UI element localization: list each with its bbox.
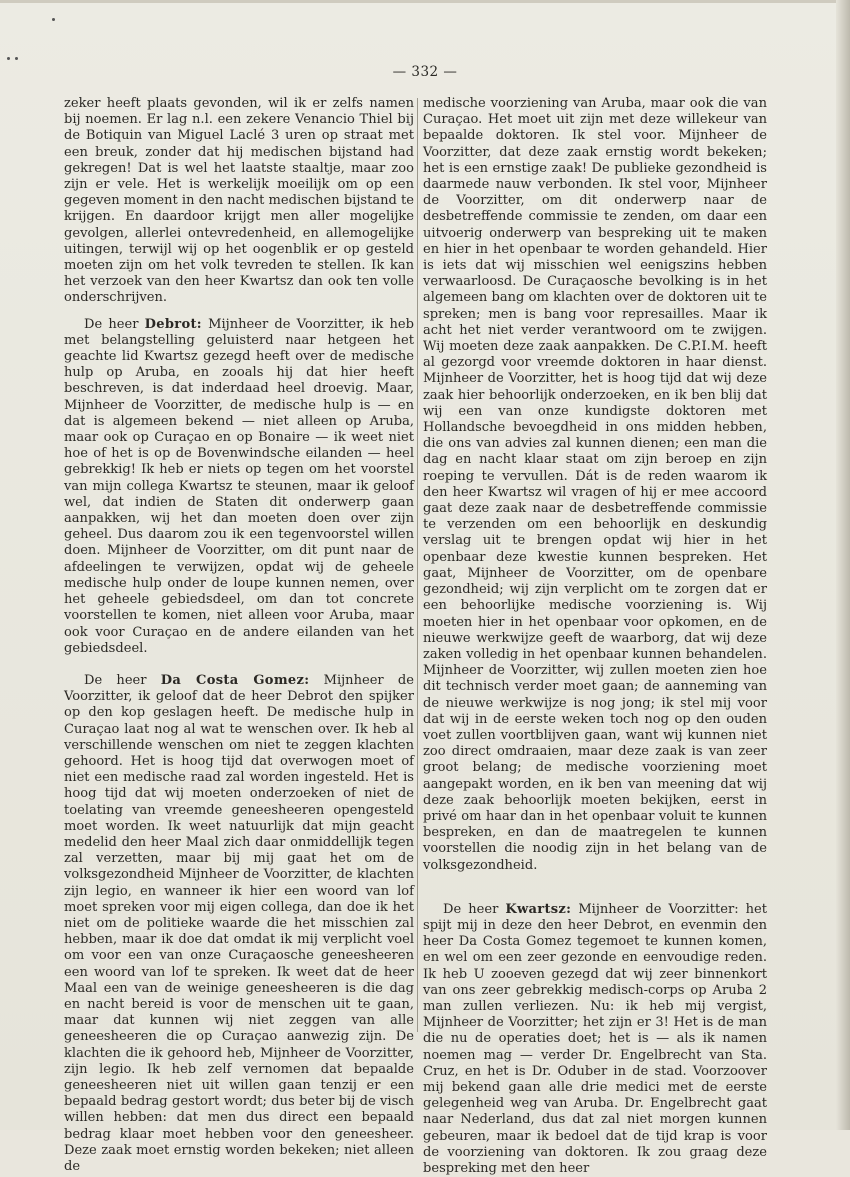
speech-lead: De heer xyxy=(84,672,147,688)
right-column xyxy=(423,96,767,1177)
speech-text: Mijnheer de Voorzitter: het spijt mij in deze den heer Debrot, en evenmin den heer Da Costa Gomez tegemoet te kunnen komen, en wel om een zeer gezonde en eenvoudige reden. Ik heb U zooeven gezegd dat wij zeer binnenkort van ons zeer gebrekkig medisch-corps op Aruba 2 man zullen verliezen. Nu: ik heb mij vergist, Mijnheer de Voorzitter; het zijn er 3! Het is de man die nu de operaties doet; het is — als ik namen noemen mag — verder Dr. Engelbrecht van Sta. Cruz, en het is Dr. Oduber in de stad. Voorzoover mij bekend gaan alle drie medici met de eerste gelegenheid weg van Aruba. Dr. Engelbrecht gaat naar Nederland, dus dat zal niet morgen kunnen gebeuren, maar ik bedoel dat de tijd krap is voor de voorziening van doktoren. Ik zou graag deze bespreking met den heer xyxy=(423,901,767,1176)
speaker-name: Kwartsz: xyxy=(505,901,572,917)
speech-text: Mijnheer de Voorzitter, ik geloof dat de heer Debrot den spijker op den kop geslagen heeft. De medische hulp in Curaçao laat nog al wat te wenschen over. Ik heb al verschillende wenschen om niet te zeggen klachten gehoord. Het is hoog tijd dat overwogen moet of niet een medische raad zal worden ingesteld. Het is hoog tijd dat wij moeten onderzoeken of niet de toelating van vreemde geneesheeren opengesteld moet worden. Ik weet natuurlijk dat mijn geacht medelid den heer Maal zich daar onmiddellijk tegen zal verzetten, maar bij mij gaat het om de volksgezondheid Mijnheer de Voorzitter, de klachten zijn legio, en wanneer ik hier een woord van lof moet spreken voor mij eigen collega, dan doe ik het niet om de politieke waarde die het misschien zal hebben, maar ik doe dat omdat ik mij verplicht voel om voor een van onze Curaçaosche geneesheeren een woord van lof te spreken. Ik weet dat de heer Maal een van de weinige geneesheeren is die dag en nacht bereid is voor de menschen uit te gaan, maar dat kunnen wij niet zeggen van alle geneesheeren die op Curaçao aanwezig zijn. De klachten die ik gehoord heb, Mijnheer de Voorzitter, zijn legio. Ik heb zelf vernomen dat bepaalde geneesheeren niet uit willen gaan tenzij er een bepaald bedrag gestort wordt; dus beter bij de visch willen hebben: dat men dus direct een bepaald bedrag klaar moet hebben voor den geneesheer. Deze zaak moet ernstig worden bekeken; niet alleen de xyxy=(64,672,414,1174)
left-column xyxy=(64,96,414,1175)
speech-lead: De heer xyxy=(84,316,139,332)
speaker-name: Debrot: xyxy=(144,316,202,332)
paragraph: medische voorziening van Aruba, maar ook die van Curaçao. Het moet uit zijn met deze willekeur van bepaalde doktoren. Ik stel voor. Mijnheer de Voorzitter, dat deze zaak ernstig wordt bekeken; het is een ernstige zaak! De publieke gezondheid is daarmede nauw verbonden. Ik stel voor, Mijnheer de Voorzitter, om dit onderwerp naar de desbetreffende commissie te zenden, om daar een uitvoerig onderwerp van bespreking uit te maken en hier in het openbaar te worden gehandeld. Hier is iets dat wij misschien wel eenigszins hebben verwaarloosd. De Curaçaosche bevolking is in het algemeen bang om klachten over de doktoren uit te spreken; men is bang voor represailles. Maar ik acht het niet verder verantwoord om te zwijgen. Wij moeten deze zaak aanpakken. De C.P.I.M. heeft al gezorgd voor vreemde doktoren in haar dienst. Mijnheer de Voorzitter, het is hoog tijd dat wij deze zaak hier behoorlijk onderzoeken, en ik ben blij dat wij een van onze kundigste doktoren met Hollandsche bevoegdheid in ons midden hebben, die ons van advies zal kunnen dienen; een man die dag en nacht klaar staat om zijn beroep en zijn roeping te vervullen. Dát is de reden waarom ik den heer Kwartsz wil vragen of hij er mee accoord gaat deze zaak naar de desbetreffende commissie te verzenden om een behoorlijk en deskundig verslag uit te brengen opdat wij hier in het openbaar deze kwestie kunnen bespreken. Het gaat, Mijnheer de Voorzitter, om de openbare gezondheid; wij zijn verplicht om te zorgen dat er een behoorlijke medische voorziening is. Wij moeten hier in het openbaar voor opkomen, en de nieuwe werkwijze geeft de waarborg, dat wij deze zaken volledig in het openbaar kunnen behandelen. Mijnheer de Voorzitter, wij zullen moeten zien hoe dit technisch verder moet gaan; de aanneming van de nieuwe werkwijze is nog jong; ik stel mij voor dat wij in de eerste weken toch nog op den ouden voet zullen voortblijven gaan, want wij kunnen niet zoo direct omdraaien, maar deze zaak is van zeer groot belang; de medische voorziening moet aangepakt worden, en ik ben van meening dat wij deze zaak behoorlijk moeten bekijken, eerst in privé om haar dan in het openbaar voluit te kunnen bespreken, en dan de maatregelen te kunnen voorstellen die noodig zijn in het belang van de volksgezondheid. xyxy=(423,96,767,873)
paragraph: zeker heeft plaats gevonden, wil ik er zelfs namen bij noemen. Er lag n.l. een zekere Venancio Thiel bij de Botiquin van Miguel Laclé 3 uren op straat met een breuk, zonder dat hij medischen bijstand had gekregen! Dat is wel het laatste staaltje, maar zoo zijn er vele. Het is werkelijk moeilijk om op een gegeven moment in den nacht medischen bijstand te krijgen. En daardoor krijgt men aller mogelijke gevolgen, allerlei ontevredenheid, en allemogelijke uitingen, terwijl wij op het oogenblik er op gesteld moeten zijn om het volk tevreden te stellen. Ik kan het verzoek van den heer Kwartsz dan ook ten volle onderschrijven. xyxy=(64,96,414,306)
page-right-edge xyxy=(836,0,850,1130)
margin-dot xyxy=(52,18,55,21)
speech-paragraph xyxy=(423,902,767,1177)
speech-lead: De heer xyxy=(443,901,499,917)
page-top-edge xyxy=(0,0,850,3)
margin-dot xyxy=(15,57,18,60)
speech-paragraph xyxy=(64,673,414,1175)
speech-text: Mijnheer de Voorzitter, ik heb met belangstelling geluisterd naar hetgeen het geachte lid Kwartsz gezegd heeft over de medische hulp op Aruba, en zooals hij dat hier heeft beschreven, is dat inderdaad heel droevig. Maar, Mijnheer de Voorzitter, de medische hulp is — en dat is algemeen bekend — niet alleen op Aruba, maar ook op Curaçao en op Bonaire — ik weet niet hoe of het is op de Bovenwindsche eilanden — heel gebrekkig! Ik heb er niets op tegen om het voorstel van mijn collega Kwartsz te steunen, maar ik geloof wel, dat indien de Staten dit onderwerp gaan aanpakken, wij het dan moeten doen over zijn geheel. Dus daarom zou ik een tegenvoorstel willen doen. Mijnheer de Voorzitter, om dit punt naar de afdeelingen te verwijzen, opdat wij de geheele medische hulp onder de loupe kunnen nemen, over het geheele gebiedsdeel, om dan tot concrete voorstellen te komen, niet alleen voor Aruba, maar ook voor Curaçao en de andere eilanden van het gebiedsdeel. xyxy=(64,316,414,656)
page-number: — 332 — xyxy=(392,64,458,80)
margin-dot xyxy=(7,57,10,60)
speaker-name: Da Costa Gomez: xyxy=(160,672,310,688)
speech-paragraph xyxy=(64,317,414,657)
column-divider xyxy=(417,98,418,1032)
